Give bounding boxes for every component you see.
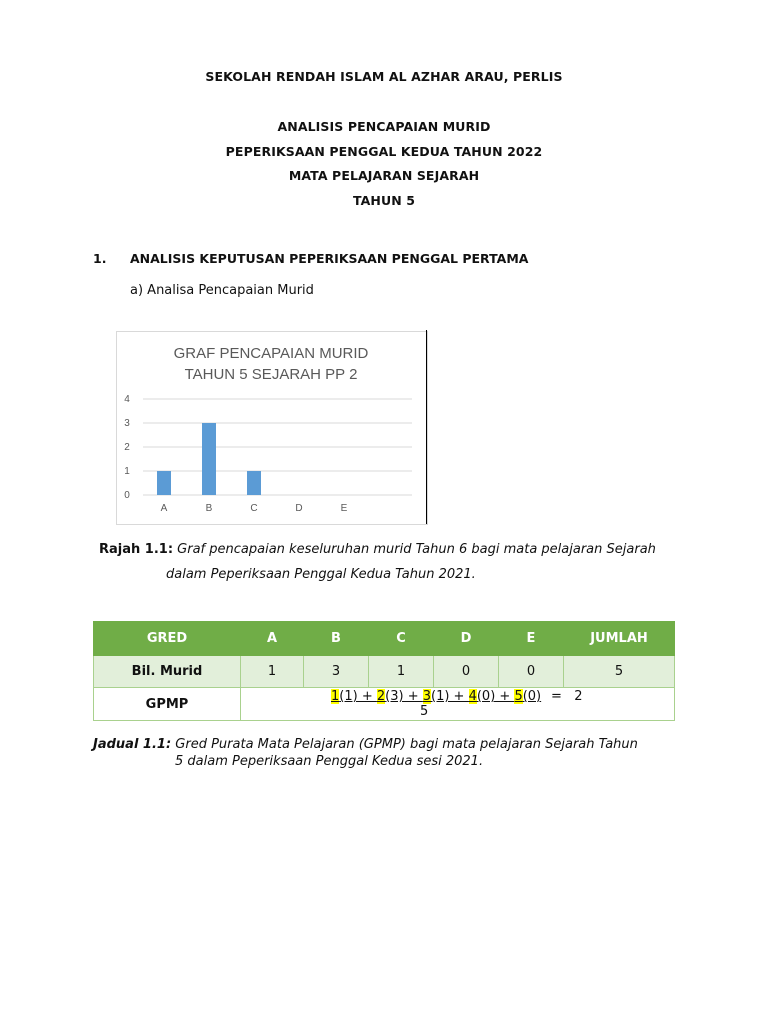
gpmp-denominator: 5 [420, 704, 429, 719]
grade-table [93, 621, 675, 721]
y-tick-label: 3 [124, 418, 130, 429]
header-jumlah: JUMLAH [564, 622, 675, 656]
table-caption-line1 [93, 737, 638, 752]
table-caption-line2: 5 dalam Peperiksaan Penggal Kedua sesi 2021. [175, 754, 484, 769]
weight-1: 1 [331, 689, 340, 704]
gpmp-formula-cell [241, 688, 675, 721]
x-tick-label: C [250, 503, 258, 514]
chart-container [116, 331, 428, 525]
bar-b [202, 423, 216, 495]
figure-caption-label: Rajah 1.1: [99, 542, 174, 557]
figure-caption-line2: dalam Peperiksaan Penggal Kedua Tahun 2021. [166, 567, 476, 582]
header-d: D [434, 622, 499, 656]
term-3: (1) + [431, 689, 469, 704]
header-gred: GRED [94, 622, 241, 656]
section-number: 1. [93, 251, 107, 266]
header-c: C [369, 622, 434, 656]
y-tick-label: 4 [124, 394, 130, 405]
header-b: B [304, 622, 369, 656]
x-tick-label: D [295, 503, 303, 514]
cell-b: 3 [304, 656, 369, 688]
x-tick-label: A [160, 503, 168, 514]
term-1: (1) + [339, 689, 377, 704]
table-caption-text: Gred Purata Mata Pelajaran (GPMP) bagi mata pelajaran Sejarah Tahun [175, 737, 638, 752]
y-tick-label: 1 [124, 466, 130, 477]
cell-e: 0 [499, 656, 564, 688]
subject-title: MATA PELAJARAN SEJARAH [288, 168, 480, 183]
year-title: TAHUN 5 [352, 193, 416, 208]
section-title: ANALISIS KEPUTUSAN PEPERIKSAAN PENGGAL PERTAMA [130, 251, 529, 266]
cell-a: 1 [241, 656, 304, 688]
term-2: (3) + [385, 689, 423, 704]
row-label-bil-murid: Bil. Murid [94, 656, 241, 688]
subsection-heading: a) Analisa Pencapaian Murid [130, 283, 314, 298]
x-tick-label: E [340, 503, 348, 514]
weight-5: 5 [514, 689, 523, 704]
table-caption-label: Jadual 1.1: [93, 737, 172, 752]
header-e: E [499, 622, 564, 656]
figure-caption-line1 [99, 542, 656, 557]
weight-3: 3 [422, 689, 431, 704]
school-name: SEKOLAH RENDAH ISLAM AL AZHAR ARAU, PERLIS [205, 69, 563, 84]
weight-2: 2 [376, 689, 386, 704]
bar-c [247, 471, 261, 495]
chart-border-edge [426, 330, 427, 524]
term-5: (0) [522, 689, 542, 704]
cell-c: 1 [369, 656, 434, 688]
y-tick-label: 0 [124, 490, 130, 501]
cell-jumlah: 5 [564, 656, 675, 688]
y-tick-label: 2 [124, 442, 130, 453]
row-label-gpmp: GPMP [94, 688, 241, 721]
report-title: ANALISIS PENCAPAIAN MURID [277, 119, 491, 134]
term-4: (0) + [476, 689, 515, 704]
cell-d: 0 [434, 656, 499, 688]
chart-subtitle: TAHUN 5 SEJARAH PP 2 [184, 366, 358, 383]
exam-title: PEPERIKSAAN PENGGAL KEDUA TAHUN 2022 [225, 144, 543, 159]
bar-a [157, 471, 171, 495]
x-tick-label: B [205, 503, 213, 514]
gpmp-result: = 2 [551, 689, 583, 704]
bar-chart [117, 332, 427, 524]
table-row [94, 688, 675, 721]
figure-caption-text: Graf pencapaian keseluruhan murid Tahun 6 bagi mata pelajaran Sejarah [177, 542, 656, 557]
weight-4: 4 [468, 689, 477, 704]
header-a: A [241, 622, 304, 656]
chart-title: GRAF PENCAPAIAN MURID [173, 345, 369, 362]
table-row [94, 656, 675, 688]
gpmp-numerator [331, 689, 541, 704]
